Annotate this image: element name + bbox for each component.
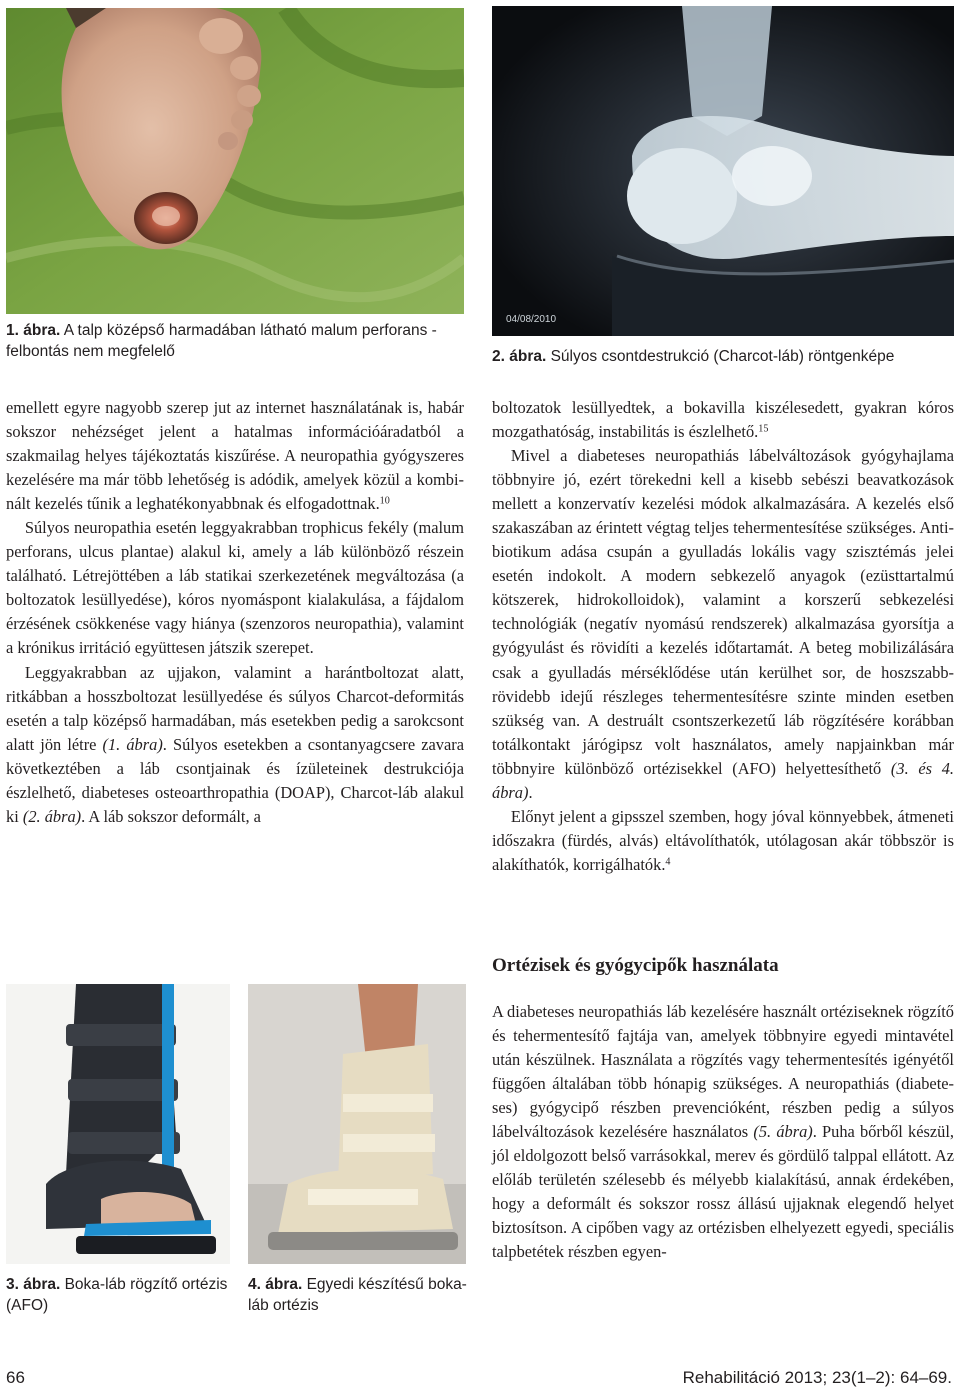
figure-2-caption xyxy=(492,346,956,367)
xray-date-stamp: 04/08/2010 xyxy=(506,314,557,325)
paragraph xyxy=(492,805,954,877)
paragraph xyxy=(492,444,954,805)
figure-2-xray xyxy=(492,6,954,336)
figure-label: 4. ábra. xyxy=(248,1276,303,1293)
section-heading: Ortézisek és gyógycipők használata xyxy=(492,955,779,976)
text-run: . Súlyos esetekben a csontanyagcsere zavara következtében a láb csontjainak és ízületeinek destrukciója észlelhető, diabeteses osteoarthropathia (DOAP), Charcot-láb alakul ki xyxy=(6,734,464,826)
figure-label: 2. ábra. xyxy=(492,348,547,365)
reference-number: 10 xyxy=(379,495,390,507)
text-run: . Puha bőrből készül, jól eldolgozott belső varrásokkal, merev és gördülő talppal ellátott. Az előláb területén szélesebb és mélyebb kialakítású, annak érdekében, hogy a deformált és sokszor rossz állású ujjaknak elegendő helyet biztosítson. A cipőben vagy az ortézisben elhelyezett egyedi, speciális talpbetétek részben egyen- xyxy=(492,1122,955,1262)
figure-reference: (1. ábra) xyxy=(102,734,163,754)
left-column-text xyxy=(6,396,464,829)
figure-caption-text: Súlyos csontdestrukció (Charcot-láb) röntgenképe xyxy=(550,348,895,365)
text-run: A diabeteses neuropathiás láb kezelésére használt ortéziseknek rögzítő és tehermentesítő fajtája van, amelyek többnyire egyedi mintavétel után készülnek. Használata a rögzítés vagy tehermentesítés igényétől függően általában több hónapig szükséges. A neuropathiás (diabeteses) gyógycipő részben prevencióként, részben pedig a súlyos lábelváltozások kezelésére használatos xyxy=(492,1002,954,1142)
figure-4-photo xyxy=(248,984,466,1264)
figure-1-photo xyxy=(6,8,464,314)
figure-3-caption xyxy=(6,1274,230,1316)
figure-3-photo xyxy=(6,984,230,1264)
figure-1-caption xyxy=(6,320,466,362)
page-number: 66 xyxy=(6,1368,25,1387)
figure-caption-text: Boka-láb rögzítő ortézis (AFO) xyxy=(6,1276,228,1314)
figure-reference: (3. és 4. ábra) xyxy=(492,758,954,802)
paragraph xyxy=(6,396,464,516)
figure-reference: (5. ábra) xyxy=(753,1122,813,1142)
figure-4-caption xyxy=(248,1274,468,1316)
right-column-text xyxy=(492,396,954,877)
paragraph xyxy=(492,396,954,444)
figure-caption-text: A talp középső harmadában látható malum perforans - felbontás nem megfelelő xyxy=(6,322,437,360)
text-run: Előnyt jelent a gipsszel szemben, hogy jóval könnyebbek, átmeneti időszakra (fürdés, alvás) eltávolíthatók, utólagosan akár többször is alakíthatók, korrigálhatók. xyxy=(492,806,954,874)
text-run: . xyxy=(528,782,533,802)
paragraph xyxy=(492,1000,954,1265)
text-run: boltozatok lesüllyedtek, a bokavilla kiszélesedett, gyakran kóros mozgathatóság, instabilitás is észlelhető. xyxy=(492,398,954,442)
text-run: Leggyakrabban az ujjakon, valamint a harántboltozat alatt, ritkábban a hosszboltozat lesüllyedése és súlyos Charcot-deformitás esetén a talp középső harmadában, más esetekben pedig a sarokcsont alatt jön létre xyxy=(6,662,464,754)
right-column-section-text xyxy=(492,1000,954,1265)
figure-label: 1. ábra. xyxy=(6,322,61,339)
text-run: emellett egyre nagyobb szerep jut az internet használatának is, habár sokszor nehézséget jelent a hatalmas információáradatból a szakmailag helyes tájékoztatás kiszűrése. A neuropathia gyógyszeres kezelésére ma már több lehetőség is adódik, amelyek közül a kombinált kezelés tűnik a leghatékonyabbnak és elfogadottnak. xyxy=(6,398,464,514)
paragraph: Súlyos neuropathia esetén leggyakrabban trophicus fekély (malum perforans, ulcus plantae) alakul ki, amely a láb különböző részein található. Létrejöttében a láb statikai szerkezetének megváltozása (a boltozatok lesüllyedése), kóros nyomáspont kialakulása, a fájdalom érzésének csökkenése vagy hiánya (szenzoros neuropathia), valamint a krónikus irritáció együttesen játszik szerepet. xyxy=(6,518,464,658)
text-run: Mivel a diabeteses neuropathiás lábelváltozások gyógyhajlama többnyire jó, ezért törekedni kell a kisebb sebészi beavatkozások mellett a konzervatív kezelési módok alkalmazására. A kezelés első szakaszában az érintett végtag teljes tehermentesítése szükséges. Antibiotikum adása csupán a gyulladás lokális vagy szisztémás jelei esetén indokolt. A modern sebkezelő anyagok (ezüsttartalmú kötszerek, hidrokolloidok), valamint a korszerű sebkezelési technológiák (negatív nyomású rendszerek) alkalmazása gyorsítja a gyógyulást és rövidíti a kezelés időtartamát. A beteg mobilizálására csak a gyulladás mérséklődése után kerülhet sor, de hoszszabb-rövidebb idejű részleges tehermentesítésre szinte minden esetben szükség van. A destruált csontszerkezetű láb rögzítésére korábban totálkontakt járógipsz volt használatos, amely napjainkban már többnyire különböző ortézisekkel (AFO) helyettesíthető xyxy=(492,446,954,778)
paragraph xyxy=(6,661,464,829)
figure-caption-text: Egyedi készítésű boka-láb ortézis xyxy=(248,1276,467,1314)
text-run: . A láb sokszor deformált, a xyxy=(81,806,261,826)
journal-citation: Rehabilitáció 2013; 23(1–2): 64–69. xyxy=(682,1368,952,1387)
figure-label: 3. ábra. xyxy=(6,1276,61,1293)
reference-number: 15 xyxy=(758,423,769,435)
reference-number: 4 xyxy=(665,856,671,868)
figure-reference: (2. ábra) xyxy=(22,806,82,826)
